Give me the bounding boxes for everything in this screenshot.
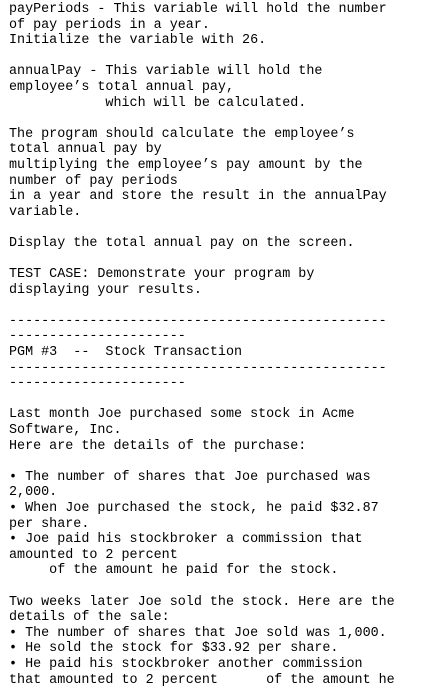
text-line: total annual pay by xyxy=(9,142,162,158)
text-line: multiplying the employee’s pay amount by the xyxy=(9,157,363,173)
text-line: per share. xyxy=(9,516,90,532)
test-case-line: TEST CASE: Demonstrate your program by xyxy=(9,267,315,283)
blank-line xyxy=(9,252,443,268)
blank-line xyxy=(9,392,443,408)
divider-line: ----------------------------------------------- xyxy=(9,313,387,329)
blank-line xyxy=(9,579,443,595)
bullet-line: • Joe paid his stockbroker a commission that xyxy=(9,532,363,548)
text-line: Software, Inc. xyxy=(9,423,122,439)
text-line: Here are the details of the purchase: xyxy=(9,438,307,454)
text-line: annualPay - This variable will hold the xyxy=(9,64,323,80)
text-line: Last month Joe purchased some stock in Acme xyxy=(9,407,355,423)
text-line: The program should calculate the employee’s xyxy=(9,126,355,142)
bullet-line: • He paid his stockbroker another commission xyxy=(9,656,363,672)
text-line: of pay periods in a year. xyxy=(9,17,210,33)
text-line: amounted to 2 percent xyxy=(9,547,178,563)
bullet-line: • The number of shares that Joe purchased was xyxy=(9,469,371,485)
text-line: payPeriods - This variable will hold the number xyxy=(9,2,387,17)
text-line: number of pay periods xyxy=(9,173,178,189)
document-body xyxy=(9,2,443,688)
text-line: Two weeks later Joe sold the stock. Here are the xyxy=(9,594,395,610)
blank-line xyxy=(9,454,443,470)
bullet-line: • When Joe purchased the stock, he paid $32.87 xyxy=(9,501,379,516)
blank-line xyxy=(9,49,443,65)
text-line: Initialize the variable with 26. xyxy=(9,33,267,49)
text-line: that amounted to 2 percent of the amount he xyxy=(9,672,395,688)
section-heading: PGM #3 -- Stock Transaction xyxy=(9,345,243,361)
text-line: in a year and store the result in the annualPay xyxy=(9,189,387,205)
divider-line: ---------------------- xyxy=(9,329,186,345)
divider-line: ---------------------- xyxy=(9,376,186,392)
divider-line: ----------------------------------------------- xyxy=(9,360,387,376)
text-line: which will be calculated. xyxy=(9,95,307,111)
bullet-line: • He sold the stock for $33.92 per share. xyxy=(9,641,339,657)
text-line: Display the total annual pay on the screen. xyxy=(9,235,355,251)
text-line: variable. xyxy=(9,204,82,220)
text-line: 2,000. xyxy=(9,485,58,501)
bullet-line: • The number of shares that Joe sold was 1,000. xyxy=(9,625,387,641)
test-case-line: displaying your results. xyxy=(9,282,202,298)
text-line: employee’s total annual pay, xyxy=(9,79,234,95)
text-line: of the amount he paid for the stock. xyxy=(9,563,339,579)
blank-line xyxy=(9,298,443,314)
blank-line xyxy=(9,111,443,127)
text-line: details of the sale: xyxy=(9,610,170,626)
blank-line xyxy=(9,220,443,236)
